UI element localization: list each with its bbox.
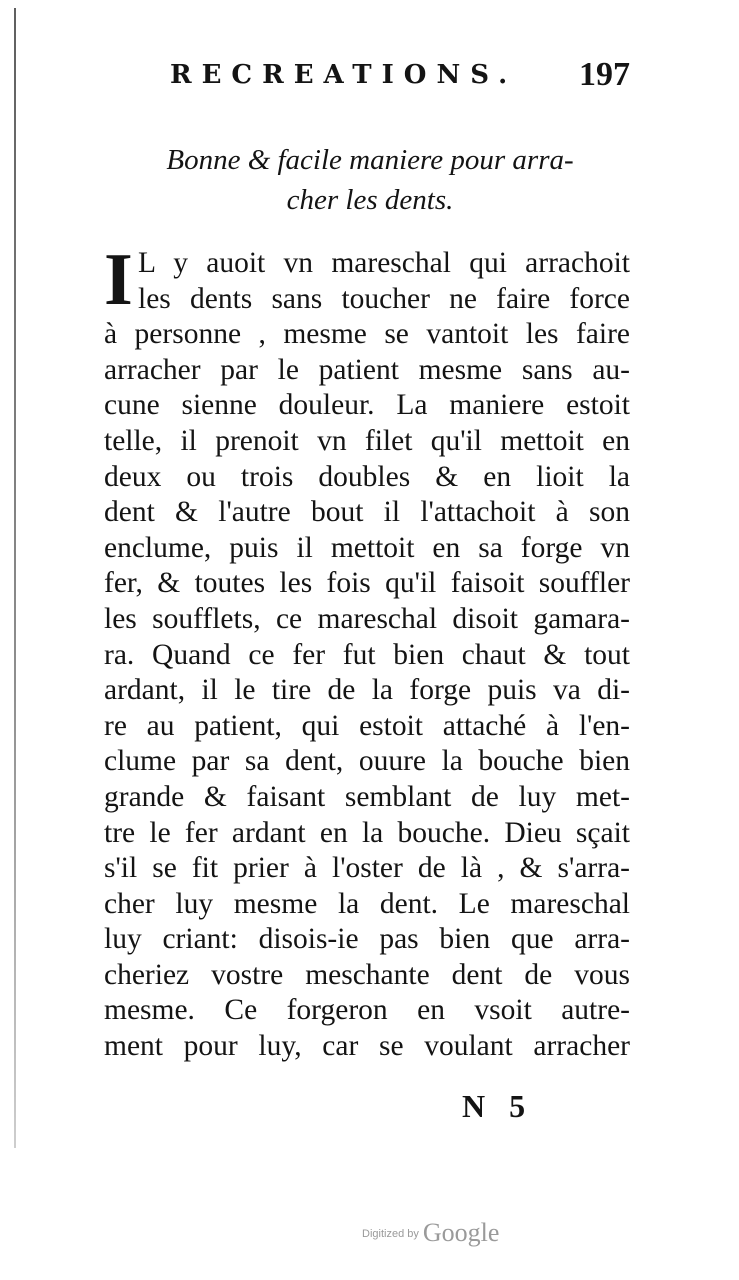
text-line: s'il se fit prier à l'oster de là , & s'arra- [104, 852, 630, 885]
body-text [104, 246, 630, 1065]
text-line: à personne , mesme se vantoit les faire [104, 318, 630, 351]
text-line: arracher par le patient mesme sans au- [104, 353, 630, 386]
text-line: cher luy mesme la dent. Le mareschal [104, 887, 630, 920]
text-line: ra. Quand ce fer fut bien chaut & tout [104, 638, 630, 671]
text-line: deux ou trois doubles & en lioit la [104, 460, 630, 493]
drop-cap: I [104, 239, 133, 321]
text-line: enclume, puis il mettoit en sa forge vn [104, 531, 630, 564]
text-line: ardant, il le tire de la forge puis va di- [104, 674, 630, 707]
text-line: telle, il prenoit vn filet qu'il mettoit en [104, 424, 630, 457]
text-line: fer, & toutes les fois qu'il faisoit souffler [104, 567, 630, 600]
text-line: les dents sans toucher ne faire force [138, 282, 630, 315]
text-line: clume par sa dent, ouure la bouche bien [104, 745, 630, 778]
text-line: ment pour luy, car se voulant arracher [104, 1030, 630, 1063]
text-line: tre le fer ardant en la bouche. Dieu sçait [104, 816, 630, 849]
text-line: mesme. Ce forgeron en vsoit autre- [104, 994, 630, 1027]
running-title: RECREATIONS. [170, 60, 518, 90]
text-line: L y auoit vn mareschal qui arrachoit [138, 247, 630, 279]
signature-mark: N 5 [462, 1088, 534, 1124]
section-heading [130, 140, 610, 220]
heading-line-1: Bonne & facile maniere pour arra- [166, 144, 574, 176]
page-edge-rule [14, 8, 16, 1148]
watermark-digitized-by: Digitized by [362, 1228, 419, 1240]
google-logo: Google [422, 1218, 500, 1247]
text-line: les soufflets, ce mareschal disoit gamara- [104, 602, 630, 635]
text-line: re au patient, qui estoit attaché à l'en- [104, 709, 630, 742]
text-line: grande & faisant semblant de luy met- [104, 780, 630, 813]
running-head [170, 58, 630, 98]
heading-line-2: cher les dents. [286, 184, 454, 216]
page-number: 197 [579, 56, 630, 93]
text-line: dent & l'autre bout il l'attachoit à son [104, 496, 630, 529]
text-line: cune sienne douleur. La maniere estoit [104, 389, 630, 422]
digitization-watermark [362, 1218, 499, 1248]
text-line: cheriez vostre meschante dent de vous [104, 958, 630, 991]
text-line: luy criant: disois-ie pas bien que arra- [104, 923, 630, 956]
